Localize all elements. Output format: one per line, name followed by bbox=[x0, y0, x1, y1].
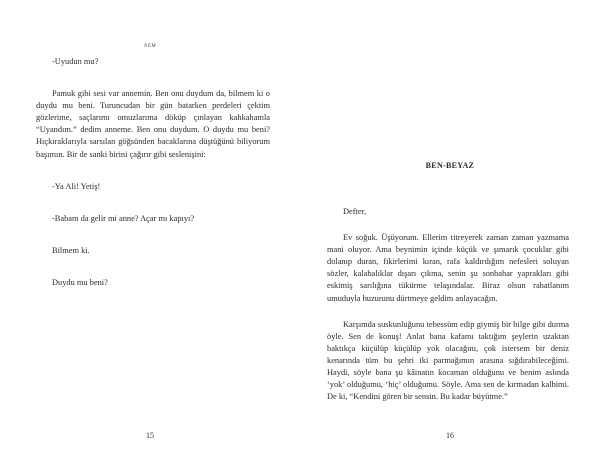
right-page bbox=[300, 0, 600, 467]
page-number: 15 bbox=[146, 431, 154, 440]
chapter-title: BEN-BEYAZ bbox=[425, 161, 475, 170]
paragraph: Karşımda suskunluğunu tebessüm edip giymiş bir bilge gibi durma öyle. Sen de konuş! Anlat bana kafamı taktığım şeylerin uzaktan baktıkça küçülüp küçülüp yok olacağını, çok istersem bir deniz kenarında tüm bu şehri iki parmağımın arasına sığdırabileceğimi. Haydi, söyle bana şu kâinatın kocaman olduğunu ve benim aslında ‘yok’ olduğumu, ‘hiç’ olduğumu. Söyle. Ama sen de kırmadan kalbimi. De ki, “Kendini gören bir sensin. Bu kadar büyütme.” bbox=[327, 319, 569, 402]
paragraph: Ev soğuk. Üşüyorum. Ellerim titreyerek zaman zaman yazmama mani oluyor. Ama beynimin içinde küçük ve şımarık çocuklar gibi dolanıp duran, fikirlerimi kıran, rafa kaldırdığım nefesleri soluyan sözler, kalabalıklar dışarı çıkma, senin şu sonbahar yaprakları gibi eskimiş sarılığına tükürme telaşındalar. Biraz olsun rahatlanım umuduyla huzurunu dürtmeye geldim anlayacağın. bbox=[327, 233, 569, 303]
paragraph: -Uyudun mu? bbox=[52, 57, 99, 66]
running-head: NEM bbox=[143, 44, 157, 49]
paragraph: -Babam da gelir mi anne? Açar mı kapıyı? bbox=[52, 213, 195, 223]
left-page-body bbox=[36, 56, 270, 289]
paragraph: Bilmem ki. bbox=[52, 245, 90, 255]
paragraph: Defter, bbox=[343, 207, 367, 216]
paragraph: Duydu mu beni? bbox=[52, 277, 108, 287]
paragraph: Pamuk gibi sesi var annemin. Ben onu duydum da, bilmem ki o duydu mu beni. Turuncudan bir gün batarken perdeleri çektim gözlerime, saçlarımı omuzlarıma döküp çınlayan kahkahamla “Uyandım.” dedim anneme. Ben onu duydum. O duydu mu beni? Hıçkıraklarıyla sarsılan göğsünden bacaklarına düştüğünü biliyorum başımın. Bir de sanki birini çağırır gibi seslenişini: bbox=[36, 89, 270, 159]
paragraph: -Ya Ali! Yetiş! bbox=[52, 181, 101, 191]
right-page-body bbox=[327, 206, 569, 403]
page-number: 16 bbox=[446, 431, 454, 440]
